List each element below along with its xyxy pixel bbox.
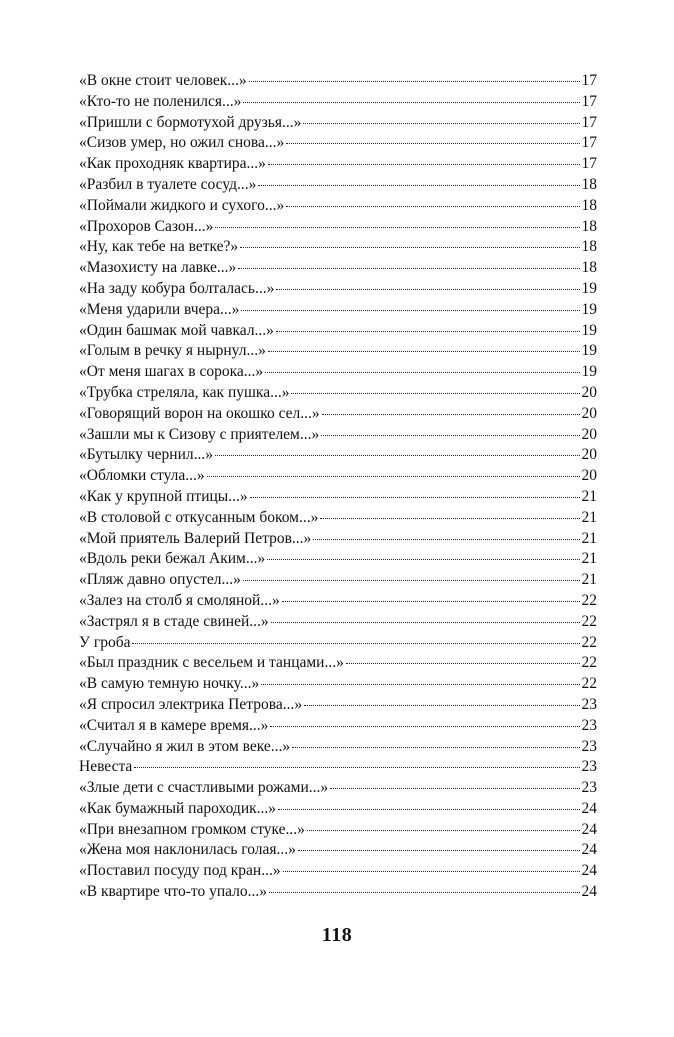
toc-entry-title: «Как проходняк квартира...»: [79, 155, 266, 173]
toc-entry-title: «Разбил в туалете сосуд...»: [79, 175, 257, 193]
toc-entry-title: «Как бумажный пароходик...»: [79, 799, 277, 817]
dot-leader: [292, 747, 579, 748]
toc-entry: [79, 466, 597, 487]
toc-entry-page: 18: [581, 175, 597, 193]
toc-entry-title: «Кто-то не поленился...»: [79, 92, 242, 110]
toc-entry-title: «Мой приятель Валерий Петров...»: [79, 529, 312, 547]
toc-entry-page: 20: [581, 446, 597, 464]
dot-leader: [240, 247, 579, 248]
toc-entry: [79, 757, 597, 778]
toc-entry-page: 23: [581, 779, 597, 797]
toc-entry-title: «В окне стоит человек...»: [79, 72, 247, 89]
toc-entry-title: «Злые дети с счастливыми рожами...»: [79, 779, 329, 797]
toc-entry-title: «Сизов умер, но ожил снова...»: [79, 134, 285, 152]
toc-entry: [79, 612, 597, 633]
toc-entry-title: «Голым в речку я нырнул...»: [79, 342, 266, 360]
toc-entry: [79, 529, 597, 550]
dot-leader: [291, 393, 579, 394]
toc-entry-title: «Пляж давно опустел...»: [79, 571, 241, 589]
toc-entry-page: 17: [581, 92, 597, 110]
toc-entry-page: 19: [581, 342, 597, 360]
toc-entry-title: «Как у крупной птицы...»: [79, 487, 248, 505]
toc-entry: [79, 445, 597, 466]
toc-entry: [79, 591, 597, 612]
toc-entry: [79, 113, 597, 134]
dot-leader: [207, 476, 580, 477]
dot-leader: [250, 497, 580, 498]
toc-entry-page: 17: [581, 134, 597, 152]
toc-entry: [79, 279, 597, 300]
toc-entry-title: «На заду кобура болталась...»: [79, 279, 275, 297]
toc-entry-title: «Считал я в камере время...»: [79, 716, 269, 734]
dot-leader: [304, 705, 579, 706]
toc-entry: [79, 258, 597, 279]
toc-entry: [79, 383, 597, 404]
toc-entry-page: 23: [581, 695, 597, 713]
toc-entry: [79, 71, 597, 92]
toc-entry: [79, 133, 597, 154]
toc-entry-title: «Застрял я в стаде свиней...»: [79, 612, 269, 630]
toc-entry-title: «Трубка стреляла, как пушка...»: [79, 383, 290, 401]
dot-leader: [215, 227, 579, 228]
toc-entry: [79, 840, 597, 861]
toc-entry-page: 22: [581, 633, 597, 651]
dot-leader: [322, 414, 580, 415]
toc-entry-page: 20: [581, 404, 597, 422]
toc-entry-page: 24: [581, 841, 597, 859]
toc-entry-title: «От меня шагах в сорока...»: [79, 363, 264, 381]
toc-entry: [79, 362, 597, 383]
dot-leader: [298, 850, 580, 851]
toc-entry-page: 19: [581, 279, 597, 297]
toc-entry-title: «Был праздник с весельем и танцами...»: [79, 654, 344, 672]
toc-entry-title: «Меня ударили вчера...»: [79, 300, 240, 318]
dot-leader: [238, 268, 579, 269]
dot-leader: [278, 809, 579, 810]
toc-entry: [79, 820, 597, 841]
dot-leader: [313, 539, 579, 540]
toc-entry-page: 24: [581, 883, 597, 901]
toc-entry-title: «В квартире что-то упало...»: [79, 883, 267, 901]
toc-entry-title: Невеста: [79, 758, 133, 776]
toc-entry-title: «Вдоль реки бежал Аким...»: [79, 550, 266, 568]
toc-entry-page: 20: [581, 467, 597, 485]
dot-leader: [307, 830, 580, 831]
toc-entry-page: 24: [581, 862, 597, 880]
toc-entry-page: 22: [581, 612, 597, 630]
dot-leader: [303, 123, 579, 124]
toc-entry: [79, 300, 597, 321]
toc-entry-title: «Обломки стула...»: [79, 467, 205, 485]
toc-entry: [79, 154, 597, 175]
toc-entry-page: 18: [581, 217, 597, 235]
toc-entry-page: 22: [581, 654, 597, 672]
toc-entry-page: 23: [581, 737, 597, 755]
toc-entry-title: «Поймали жидкого и сухого...»: [79, 196, 285, 214]
dot-leader: [269, 892, 580, 893]
table-of-contents: [79, 71, 597, 903]
toc-entry-page: 22: [581, 591, 597, 609]
toc-entry-page: 21: [581, 529, 597, 547]
toc-entry: [79, 487, 597, 508]
dot-leader: [321, 435, 579, 436]
toc-entry: [79, 175, 597, 196]
toc-entry-title: «Пришли с бормотухой друзья...»: [79, 113, 302, 131]
toc-entry: [79, 861, 597, 882]
dot-leader: [241, 310, 579, 311]
toc-entry: [79, 799, 597, 820]
toc-entry-page: 18: [581, 196, 597, 214]
toc-entry-page: 17: [581, 72, 597, 89]
dot-leader: [270, 726, 579, 727]
toc-entry: [79, 778, 597, 799]
toc-entry-page: 23: [581, 758, 597, 776]
toc-entry-title: «Поставил посуду под кран...»: [79, 862, 281, 880]
dot-leader: [346, 663, 580, 664]
toc-entry: [79, 217, 597, 238]
toc-entry-title: «Ну, как тебе на ветке?»: [79, 238, 239, 256]
dot-leader: [282, 601, 580, 602]
toc-entry-page: 18: [581, 259, 597, 277]
dot-leader: [320, 518, 579, 519]
toc-entry: [79, 674, 597, 695]
toc-entry-page: 21: [581, 508, 597, 526]
toc-entry-page: 21: [581, 487, 597, 505]
toc-entry: [79, 508, 597, 529]
toc-entry-page: 18: [581, 238, 597, 256]
toc-entry-title: «Зашли мы к Сизову с приятелем...»: [79, 425, 320, 443]
toc-entry-page: 19: [581, 300, 597, 318]
toc-entry-title: «Залез на столб я смоляной...»: [79, 591, 280, 609]
toc-entry: [79, 653, 597, 674]
dot-leader: [243, 102, 579, 103]
toc-entry: [79, 196, 597, 217]
toc-entry: [79, 882, 597, 903]
dot-leader: [268, 351, 580, 352]
dot-leader: [286, 143, 579, 144]
toc-entry-title: «Бутылку чернил...»: [79, 446, 213, 464]
toc-entry: [79, 737, 597, 758]
toc-entry-page: 23: [581, 716, 597, 734]
toc-entry-page: 19: [581, 363, 597, 381]
toc-entry-title: «Один башмак мой чавкал...»: [79, 321, 274, 339]
toc-entry: [79, 321, 597, 342]
toc-entry-page: 21: [581, 571, 597, 589]
toc-entry-page: 22: [581, 675, 597, 693]
toc-entry: [79, 695, 597, 716]
toc-entry-title: У гроба: [79, 633, 131, 651]
dot-leader: [330, 788, 579, 789]
dot-leader: [265, 372, 579, 373]
toc-entry: [79, 549, 597, 570]
toc-entry-page: 20: [581, 425, 597, 443]
page-number: 118: [321, 924, 353, 946]
dot-leader: [249, 81, 580, 82]
dot-leader: [258, 185, 579, 186]
dot-leader: [132, 643, 579, 644]
toc-entry-page: 20: [581, 383, 597, 401]
dot-leader: [243, 580, 580, 581]
dot-leader: [261, 684, 579, 685]
toc-entry-page: 19: [581, 321, 597, 339]
toc-entry: [79, 425, 597, 446]
toc-entry-title: «Говорящий ворон на окошко сел...»: [79, 404, 320, 422]
toc-entry: [79, 237, 597, 258]
dot-leader: [268, 164, 580, 165]
dot-leader: [271, 622, 580, 623]
toc-entry-title: «В столовой с откусанным боком...»: [79, 508, 319, 526]
toc-entry-title: «Жена моя наклонилась голая...»: [79, 841, 296, 859]
toc-entry-page: 21: [581, 550, 597, 568]
dot-leader: [276, 331, 580, 332]
dot-leader: [276, 289, 579, 290]
toc-entry: [79, 92, 597, 113]
dot-leader: [134, 767, 579, 768]
toc-entry: [79, 633, 597, 654]
toc-entry-title: «Я спросил электрика Петрова...»: [79, 695, 303, 713]
toc-entry-title: «Мазохисту на лавке...»: [79, 259, 237, 277]
toc-entry-page: 17: [581, 155, 597, 173]
toc-entry: [79, 570, 597, 591]
toc-entry-page: 24: [581, 799, 597, 817]
toc-entry-title: «Прохоров Сазон...»: [79, 217, 214, 235]
dot-leader: [286, 206, 579, 207]
toc-entry-title: «Случайно я жил в этом веке...»: [79, 737, 291, 755]
toc-entry: [79, 716, 597, 737]
toc-entry-page: 17: [581, 113, 597, 131]
dot-leader: [215, 455, 580, 456]
dot-leader: [267, 559, 579, 560]
toc-entry-title: «При внезапном громком стуке...»: [79, 820, 305, 838]
toc-entry-page: 24: [581, 820, 597, 838]
dot-leader: [283, 871, 580, 872]
toc-entry-title: «В самую темную ночку...»: [79, 675, 260, 693]
toc-entry: [79, 341, 597, 362]
toc-entry: [79, 404, 597, 425]
